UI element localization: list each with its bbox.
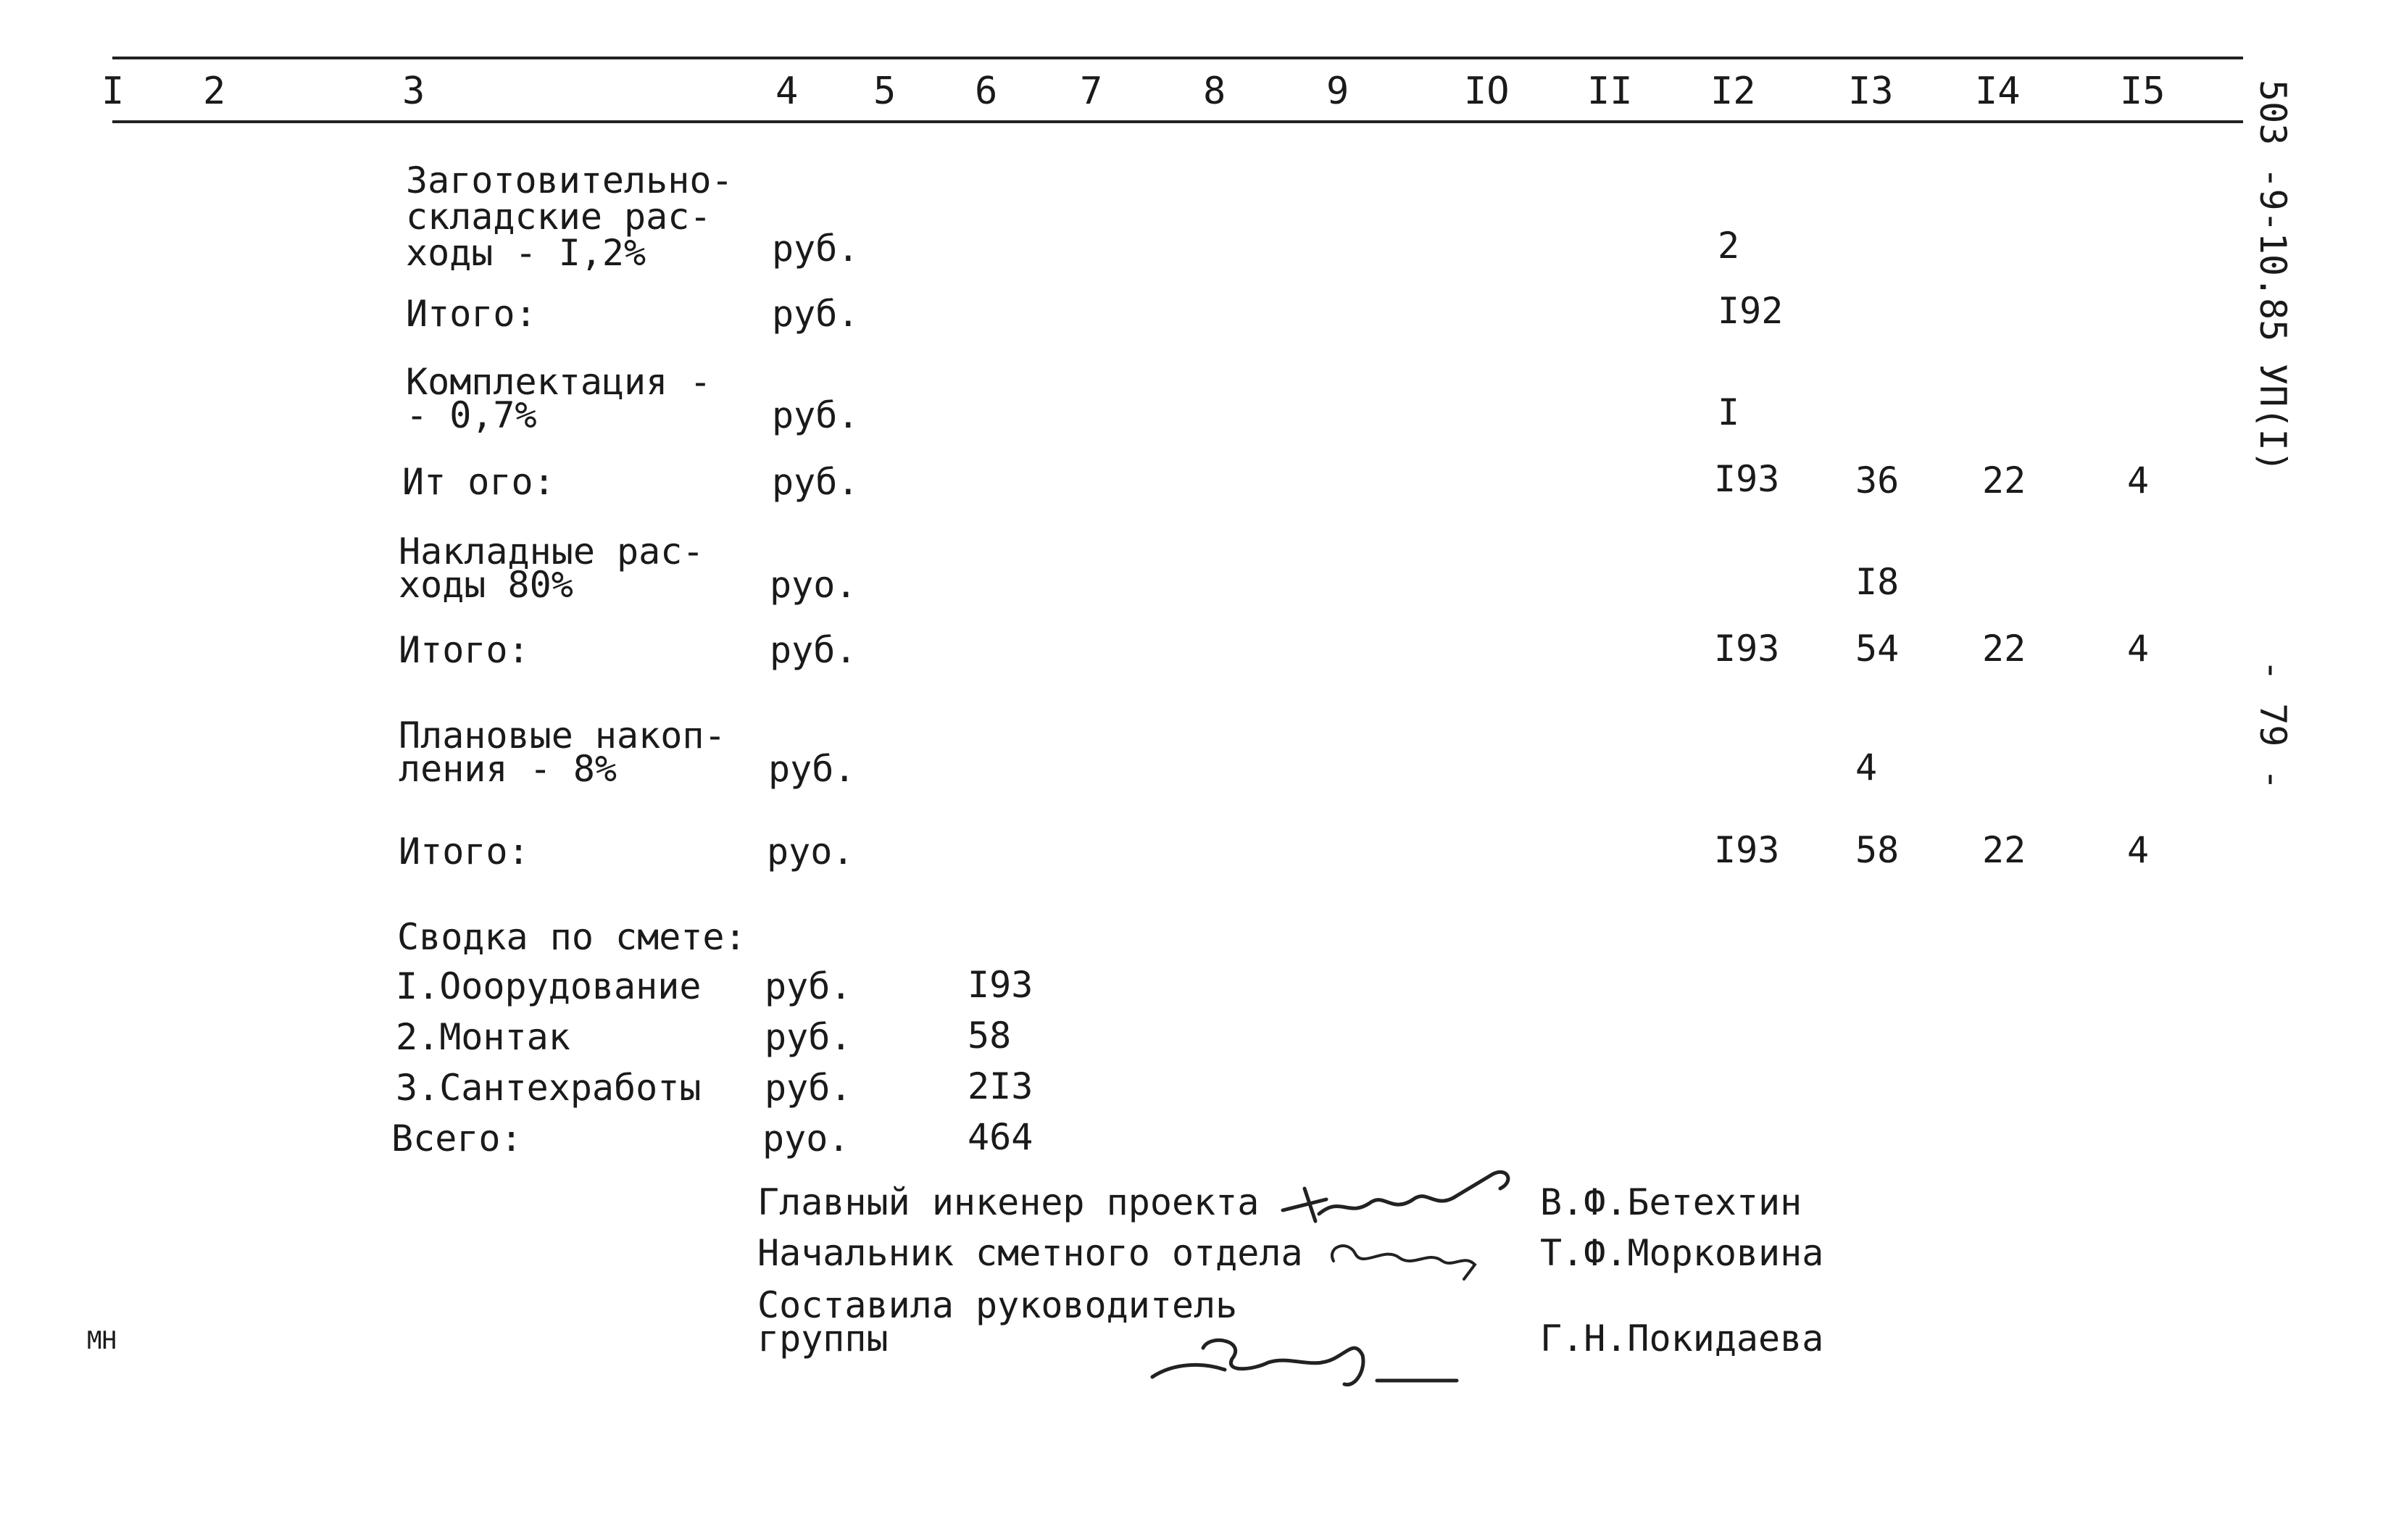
- document-code: 503 -9-10.85 УП(I): [2252, 80, 2294, 473]
- signature-role: группы: [757, 1318, 889, 1360]
- summary-unit: руб.: [765, 1067, 852, 1109]
- summary-unit: руб.: [765, 965, 852, 1007]
- col-header-13: I3: [1848, 70, 1894, 113]
- row-desc-line: Итого:: [399, 629, 530, 671]
- row-unit: руо.: [767, 831, 854, 873]
- col-header-1: I: [101, 70, 125, 113]
- top-rule: [112, 57, 2243, 59]
- row-unit: руб.: [768, 748, 856, 790]
- row-unit: руб.: [772, 228, 860, 270]
- row-col13: I8: [1855, 561, 1900, 603]
- col-header-12: I2: [1710, 70, 1756, 113]
- row-col13: 36: [1855, 459, 1900, 501]
- corner-mark: МН: [87, 1326, 117, 1355]
- row-col12: I93: [1714, 829, 1780, 871]
- col-header-2: 2: [203, 70, 226, 113]
- summary-unit: руб.: [765, 1016, 852, 1058]
- col-header-10: IO: [1464, 70, 1510, 113]
- signature-name: Т.Ф.Морковина: [1540, 1232, 1824, 1274]
- summary-label: 3.Сантехработы: [396, 1067, 702, 1109]
- row-desc-line: Итого:: [399, 831, 530, 873]
- signature-name: В.Ф.Бетехтин: [1540, 1181, 1802, 1223]
- row-desc-line: Накладные рас-: [399, 530, 704, 573]
- row-col14: 22: [1982, 628, 2026, 670]
- col-header-6: 6: [975, 70, 998, 113]
- summary-title: Сводка по смете:: [397, 916, 746, 958]
- col-header-8: 8: [1203, 70, 1226, 113]
- row-col13: 54: [1855, 628, 1900, 670]
- row-col12: I: [1718, 391, 1740, 433]
- row-desc-line: Ит ого:: [402, 461, 555, 503]
- summary-value: I93: [968, 964, 1033, 1006]
- row-col12: I93: [1714, 628, 1780, 670]
- row-unit: руб.: [772, 293, 860, 335]
- col-header-7: 7: [1080, 70, 1103, 113]
- row-col13: 58: [1855, 829, 1900, 871]
- summary-value: 58: [968, 1015, 1012, 1057]
- row-col13: 4: [1855, 746, 1878, 788]
- row-col12: I92: [1718, 290, 1784, 332]
- row-desc-line: ления - 8%: [399, 748, 617, 790]
- col-header-5: 5: [873, 70, 897, 113]
- row-col14: 22: [1982, 829, 2026, 871]
- row-desc-line: ходы 80%: [399, 564, 573, 606]
- summary-value: 2I3: [968, 1065, 1033, 1107]
- signature-role: Главный инкенер проекта: [757, 1181, 1260, 1223]
- row-col15: 4: [2127, 829, 2150, 871]
- row-col14: 22: [1982, 459, 2026, 501]
- summary-label: I.Ооорудование: [396, 965, 702, 1007]
- col-header-9: 9: [1326, 70, 1349, 113]
- row-desc-line: Заготовительно-: [406, 159, 733, 201]
- row-col15: 4: [2127, 628, 2150, 670]
- signature-scribble-2: [1319, 1225, 1493, 1290]
- col-header-14: I4: [1975, 70, 2021, 113]
- signature-scribble-3: [1145, 1319, 1464, 1399]
- row-unit: руб.: [772, 461, 860, 503]
- col-header-15: I5: [2120, 70, 2166, 113]
- summary-unit: руо.: [762, 1117, 850, 1160]
- row-col15: 4: [2127, 459, 2150, 501]
- summary-label: Всего:: [391, 1117, 523, 1160]
- row-col12: I93: [1714, 458, 1780, 500]
- header-rule: [112, 120, 2243, 123]
- signature-name: Г.Н.Покидаева: [1540, 1318, 1824, 1360]
- summary-value: 464: [968, 1116, 1033, 1158]
- row-unit: руб.: [770, 629, 857, 671]
- col-header-4: 4: [775, 70, 799, 113]
- signature-role: Составила руководитель: [757, 1284, 1238, 1326]
- page-number: - 79 -: [2252, 659, 2294, 791]
- col-header-11: II: [1587, 70, 1633, 113]
- row-desc-line: - 0,7%: [406, 394, 537, 436]
- row-col12: 2: [1718, 225, 1740, 267]
- row-desc-line: ходы - I,2%: [406, 232, 646, 274]
- row-desc-line: Итого:: [406, 293, 537, 335]
- row-unit: руб.: [772, 394, 860, 436]
- row-desc-line: Комплектация -: [406, 361, 712, 403]
- row-unit: руо.: [770, 564, 857, 606]
- signature-role: Начальник сметного отдела: [757, 1232, 1303, 1274]
- row-desc-line: Плановые накоп-: [399, 715, 726, 757]
- row-desc-line: складские рас-: [406, 196, 712, 238]
- summary-label: 2.Монтак: [396, 1016, 570, 1058]
- col-header-3: 3: [402, 70, 425, 113]
